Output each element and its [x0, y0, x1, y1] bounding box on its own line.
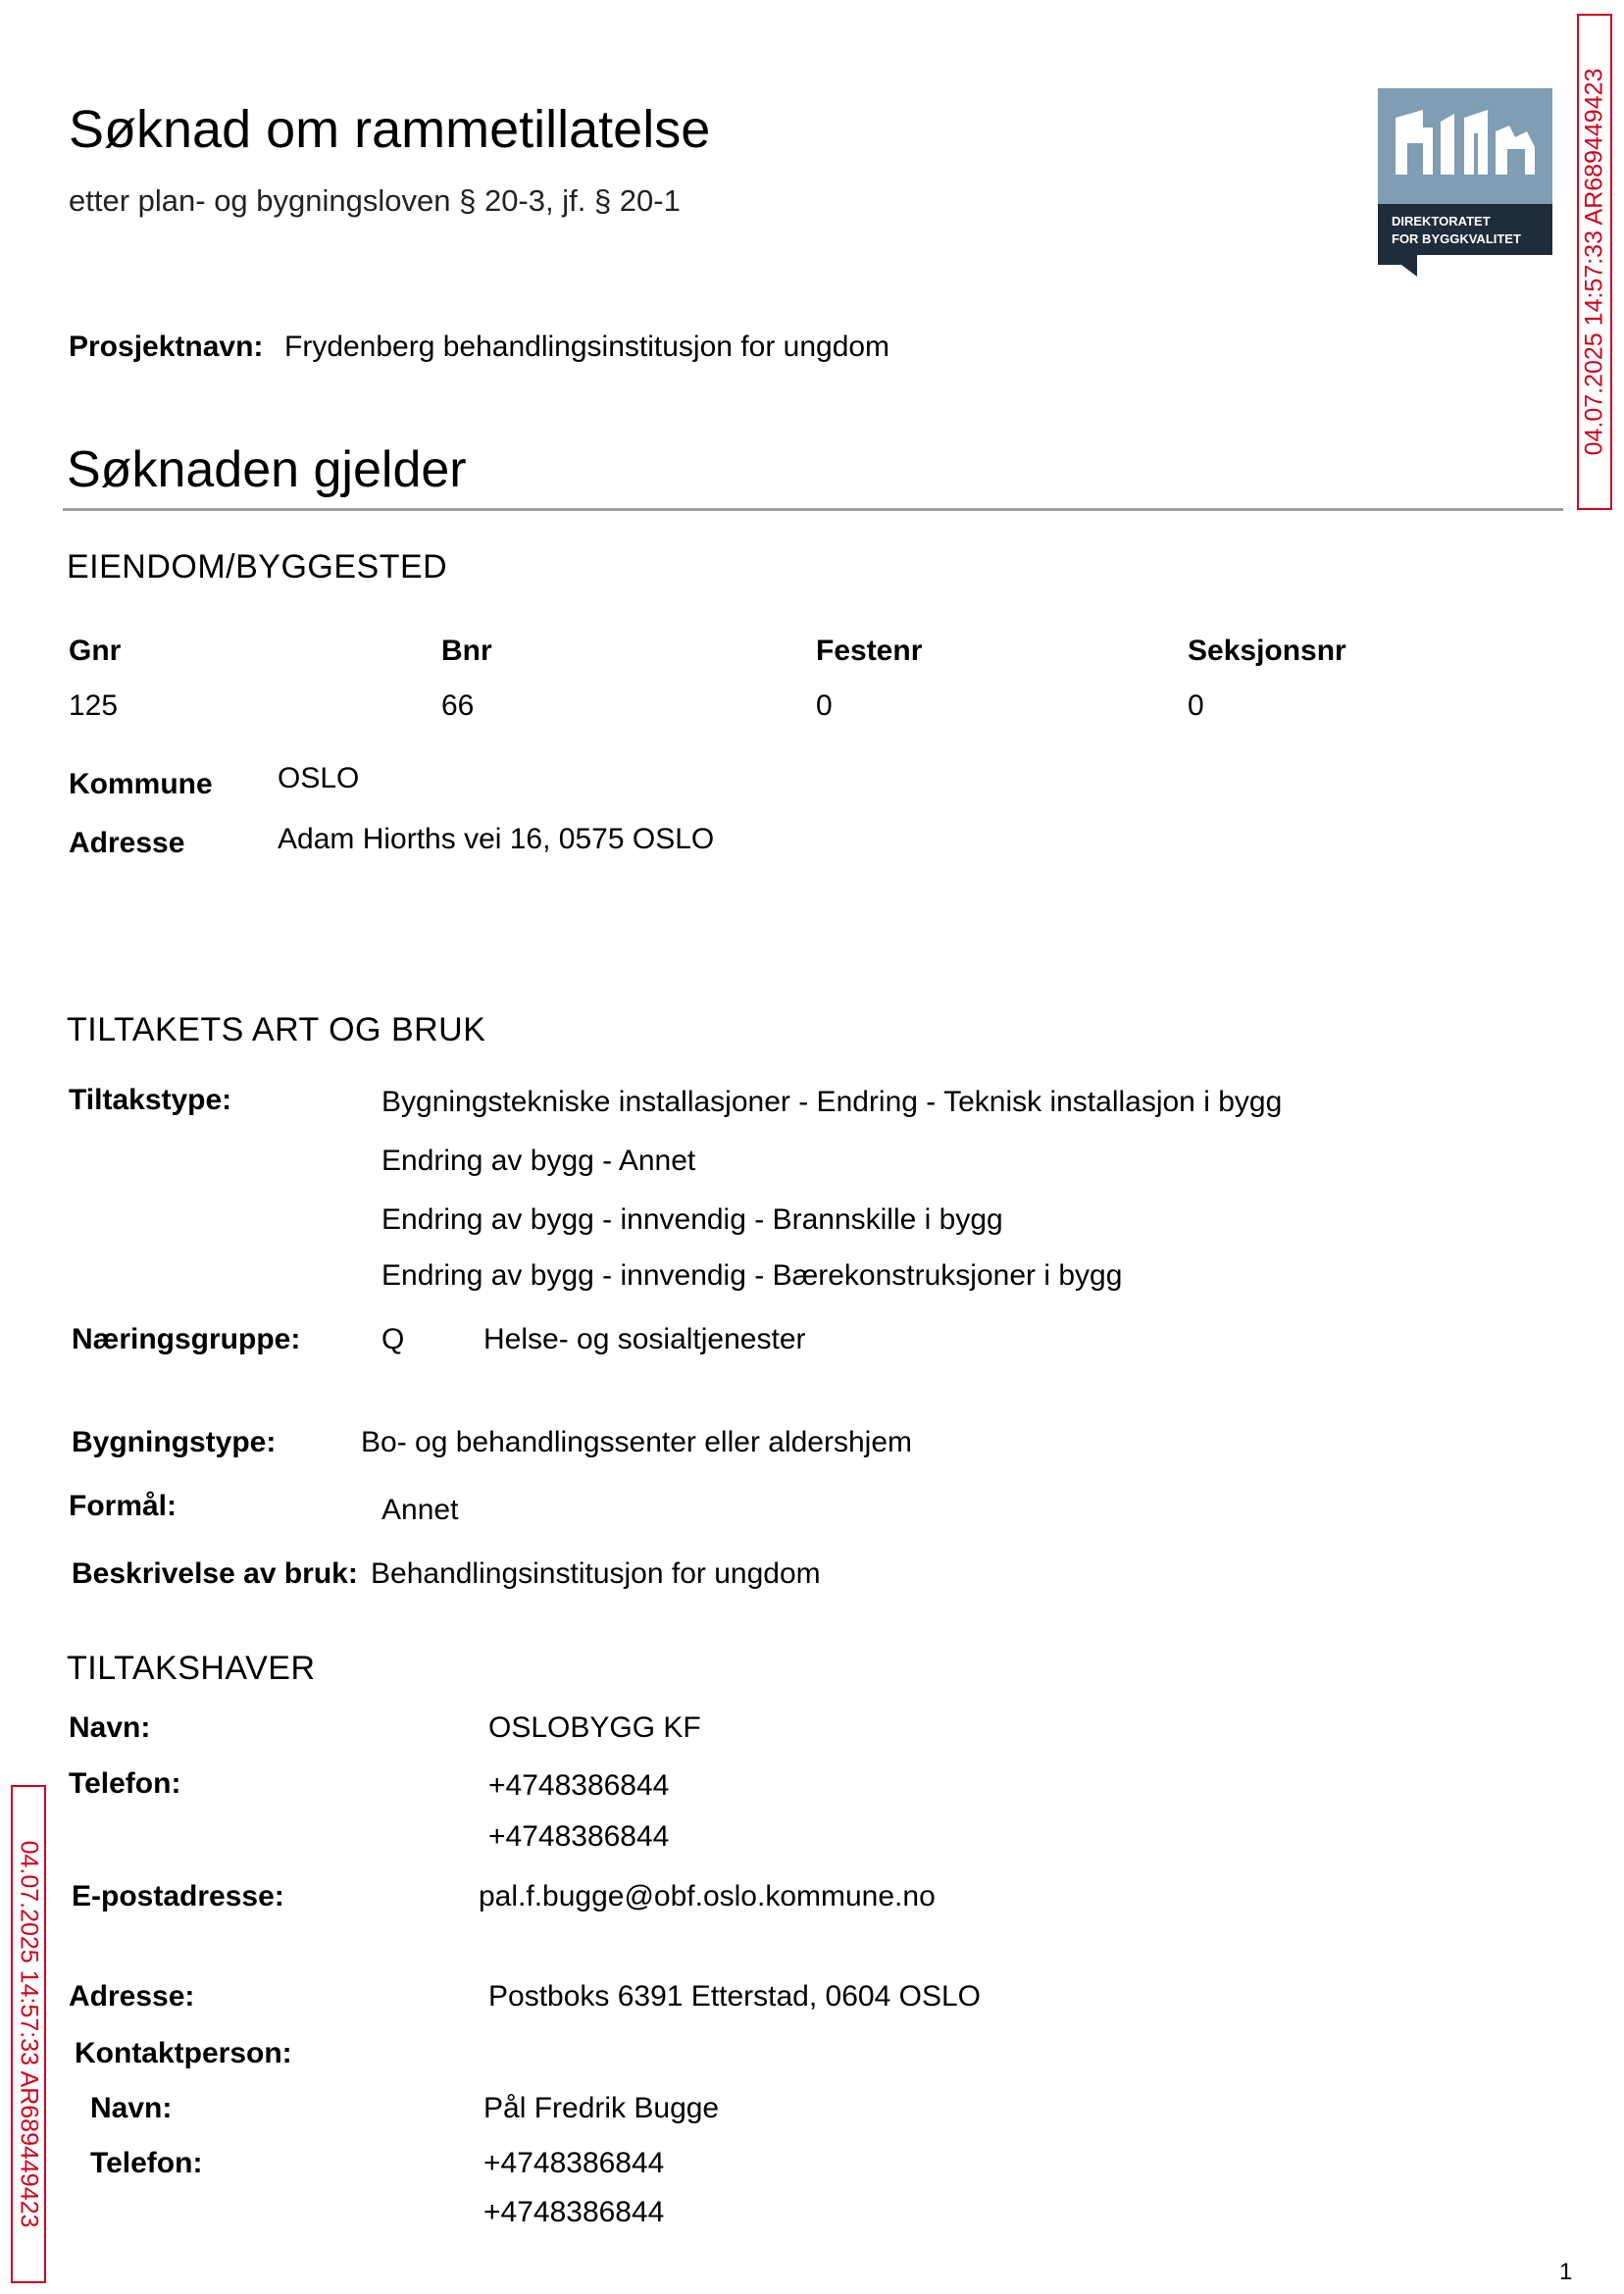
- kontakt-navn-label: Navn:: [90, 2092, 173, 2124]
- naeringsgruppe-code: Q: [381, 1323, 405, 1355]
- tiltakstype-item: Bygningstekniske installasjoner - Endring - Teknisk installasjon i bygg: [381, 1086, 1283, 1118]
- section-title: Søknaden gjelder: [67, 441, 467, 498]
- logo-text-line2: FOR BYGGKVALITET: [1392, 231, 1521, 246]
- kommune-label: Kommune: [69, 768, 213, 800]
- kontakt-navn-value: Pål Fredrik Bugge: [483, 2092, 720, 2124]
- seksjonsnr-label: Seksjonsnr: [1188, 635, 1346, 667]
- document-subtitle: etter plan- og bygningsloven § 20-3, jf. § 20-1: [69, 183, 681, 218]
- beskrivelse-label: Beskrivelse av bruk:: [72, 1557, 358, 1590]
- document-title: Søknad om rammetillatelse: [69, 100, 711, 159]
- receipt-stamp-top: [1577, 14, 1612, 510]
- gnr-value: 125: [69, 689, 119, 722]
- kontakt-telefon-value: +4748386844: [483, 2196, 665, 2228]
- tiltakstype-item: Endring av bygg - Annet: [381, 1145, 696, 1177]
- receipt-stamp-text: 04.07.2025 14:57:33 AR689449423: [1580, 68, 1608, 456]
- formaal-label: Formål:: [69, 1490, 178, 1522]
- tiltakstype-item: Endring av bygg - innvendig - Bærekonstruksjoner i bygg: [381, 1259, 1123, 1292]
- naeringsgruppe-value: Helse- og sosialtjenester: [483, 1323, 806, 1355]
- bygningstype-label: Bygningstype:: [72, 1426, 277, 1458]
- formaal-value: Annet: [381, 1494, 459, 1526]
- naeringsgruppe-label: Næringsgruppe:: [72, 1323, 301, 1355]
- tiltakshaver-telefon-value: +4748386844: [488, 1820, 670, 1853]
- adresse-label: Adresse: [69, 827, 185, 859]
- tiltakstype-label: Tiltakstype:: [69, 1084, 232, 1116]
- property-heading: EIENDOM/BYGGESTED: [67, 548, 448, 586]
- kontakt-telefon-label: Telefon:: [90, 2147, 203, 2179]
- section-divider: [63, 508, 1563, 511]
- tiltakshaver-adresse-label: Adresse:: [69, 1980, 195, 2013]
- logo-text-line1: DIREKTORATET: [1392, 214, 1491, 229]
- receipt-stamp-bottom: [11, 1785, 46, 2283]
- tiltakshaver-telefon-value: +4748386844: [488, 1769, 670, 1802]
- bygningstype-value: Bo- og behandlingssenter eller aldershjem: [361, 1426, 913, 1458]
- kommune-value: OSLO: [278, 762, 360, 794]
- project-name-label: Prosjektnavn:: [69, 331, 264, 363]
- project-name-value: Frydenberg behandlingsinstitusjon for ungdom: [284, 331, 890, 363]
- beskrivelse-value: Behandlingsinstitusjon for ungdom: [371, 1557, 821, 1590]
- tiltakshaver-telefon-label: Telefon:: [69, 1767, 181, 1800]
- tiltakshaver-epost-label: E-postadresse:: [72, 1880, 284, 1912]
- bnr-label: Bnr: [441, 635, 492, 667]
- tiltak-heading: TILTAKETS ART OG BRUK: [67, 1011, 486, 1048]
- gnr-label: Gnr: [69, 635, 122, 667]
- festenr-value: 0: [816, 689, 833, 722]
- adresse-value: Adam Hiorths vei 16, 0575 OSLO: [278, 823, 715, 855]
- tiltakshaver-epost-value: pal.f.bugge@obf.oslo.kommune.no: [479, 1880, 936, 1912]
- tiltakstype-item: Endring av bygg - innvendig - Brannskille i bygg: [381, 1203, 1003, 1236]
- receipt-stamp-text: 04.07.2025 14:57:33 AR689449423: [15, 1840, 43, 2228]
- bnr-value: 66: [441, 689, 475, 722]
- kontakt-telefon-value: +4748386844: [483, 2147, 665, 2179]
- seksjonsnr-value: 0: [1188, 689, 1204, 722]
- tiltakshaver-heading: TILTAKSHAVER: [67, 1650, 316, 1687]
- festenr-label: Festenr: [816, 635, 923, 667]
- tiltakshaver-navn-value: OSLOBYGG KF: [488, 1711, 701, 1744]
- page-number: 1: [1559, 2259, 1573, 2285]
- dibk-logo-graphic: [1378, 88, 1552, 277]
- dibk-logo: [1378, 88, 1552, 277]
- tiltakshaver-navn-label: Navn:: [69, 1711, 151, 1744]
- tiltakshaver-adresse-value: Postboks 6391 Etterstad, 0604 OSLO: [488, 1980, 981, 2013]
- kontaktperson-label: Kontaktperson:: [75, 2037, 292, 2069]
